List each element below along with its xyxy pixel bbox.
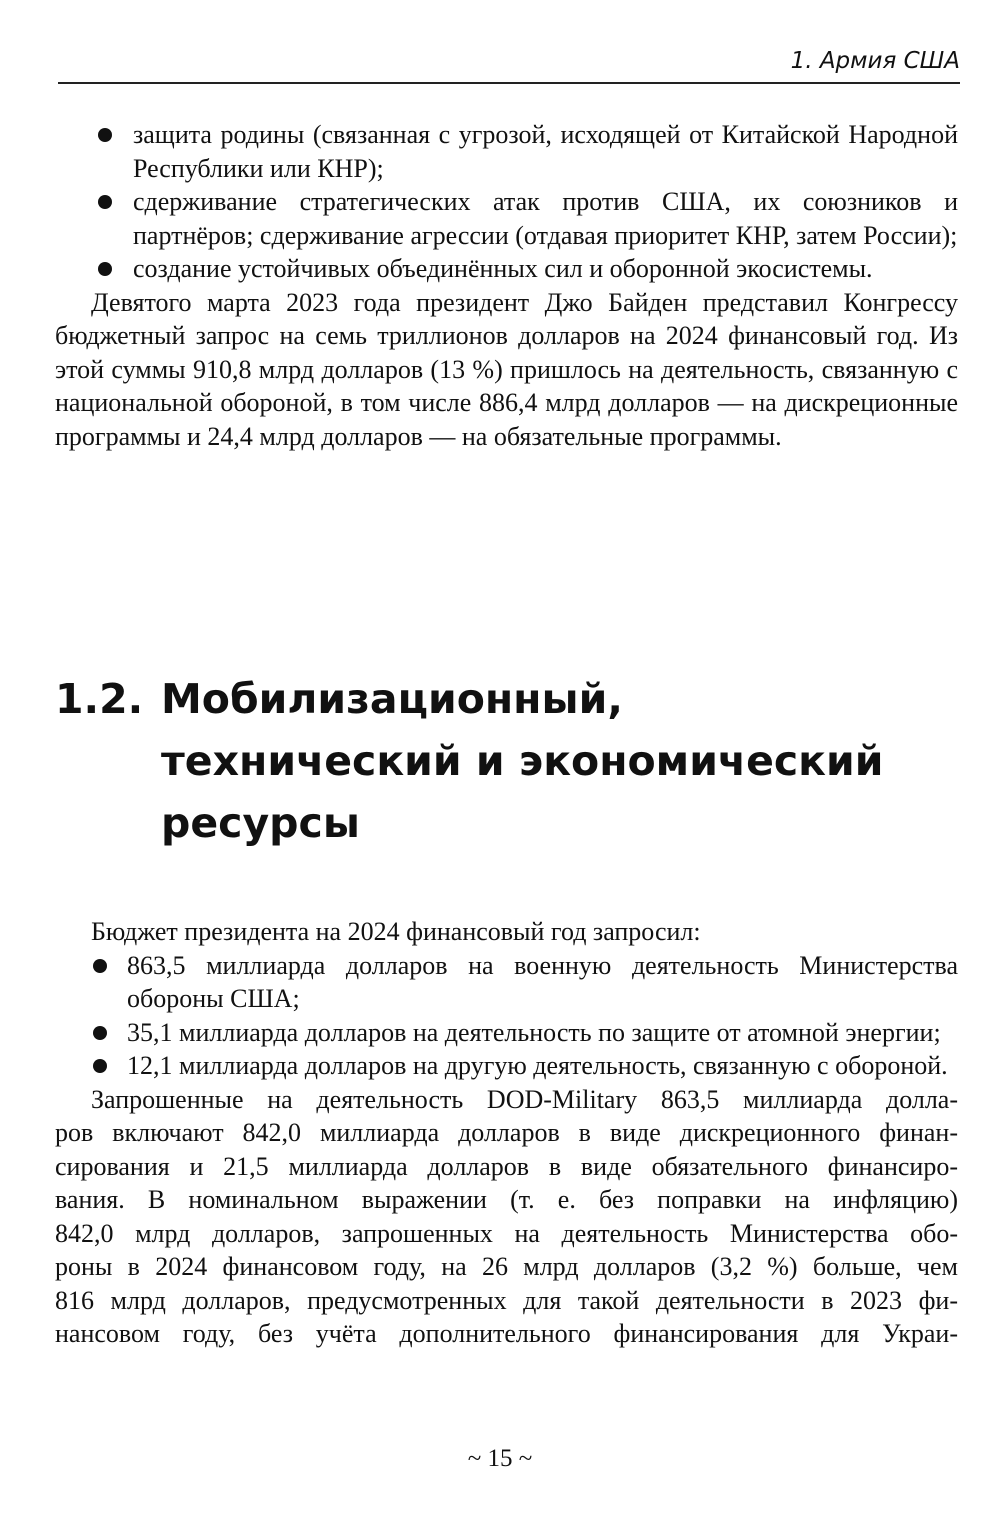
list-item: 35,1 миллиарда долларов на деятельность по защите от атомной энергии;	[55, 1016, 958, 1050]
running-title: 1. Армия США	[790, 48, 960, 74]
text-line: вания. В номинальном выражении (т. е. без поправки на инфляцию)	[55, 1185, 958, 1214]
bullet-icon	[93, 959, 107, 973]
text-line: сирования и 21,5 миллиарда долларов в виде обязательного финансиро-	[55, 1151, 958, 1181]
section-number: 1.2.	[55, 675, 144, 723]
text-line: 816 млрд долларов, предусмотренных для такой деятельности в 2023 фи-	[55, 1285, 958, 1315]
text-line: ров включают 842,0 миллиарда долларов в виде дискреционного финан-	[55, 1118, 958, 1147]
text-line: Запрошенные на деятельность DOD-Military 863,5 миллиарда долла-	[91, 1084, 958, 1114]
budget-section	[55, 915, 958, 1351]
page-number: ~ 15 ~	[467, 1445, 533, 1472]
running-header	[58, 46, 960, 84]
bullet-icon	[98, 195, 112, 209]
list-item: сдерживание стратегических атак против США, их союзников и партнёров; сдерживание агрессии (отдавая приоритет КНР, затем России);	[55, 185, 958, 252]
text-line: роны в 2024 финансовом году, на 26 млрд долларов (3,2 %) больше, чем	[55, 1252, 958, 1281]
bullet-icon	[98, 262, 112, 276]
bullet-icon	[98, 128, 112, 142]
text-line: 842,0 млрд долларов, запрошенных на деятельность Министерства обо-	[55, 1218, 958, 1248]
list-item: 12,1 миллиарда долларов на другую деятельность, связанную с обороной.	[55, 1049, 958, 1083]
bullet-icon	[93, 1059, 107, 1073]
text-line: нансовом году, без учёта дополнительного финансирования для Украи-	[55, 1319, 958, 1348]
bullet-icon	[93, 1026, 107, 1040]
top-bullet-list	[55, 118, 958, 453]
list-item: защита родины (связанная с угрозой, исходящей от Китайской Народной Республики или КНР);	[55, 118, 958, 185]
section-heading	[55, 668, 958, 854]
budget-intro: Бюджет президента на 2024 финансовый год запросил:	[91, 917, 701, 946]
section-title: Мобилизационный, технический и экономический ресурсы	[161, 675, 884, 847]
list-item: 863,5 миллиарда долларов на военную деятельность Министерства обороны США;	[55, 949, 958, 1016]
paragraph-budget-request: Девятого марта 2023 года президент Джо Байден представил Конгрессу бюджетный запрос на семь триллионов долларов на 2024 финансовый год. Из этой суммы 910,8 млрд долларов (13 %) пришлось на деятельность, связанную с национальной обороной, в том числе 886,4 млрд долларов — на дискреционные программы и 24,4 млрд долларов — на обязательные программы.	[55, 287, 958, 451]
paragraph-dod-military	[55, 1083, 958, 1351]
list-item: создание устойчивых объединённых сил и оборонной экосистемы.	[55, 252, 958, 286]
